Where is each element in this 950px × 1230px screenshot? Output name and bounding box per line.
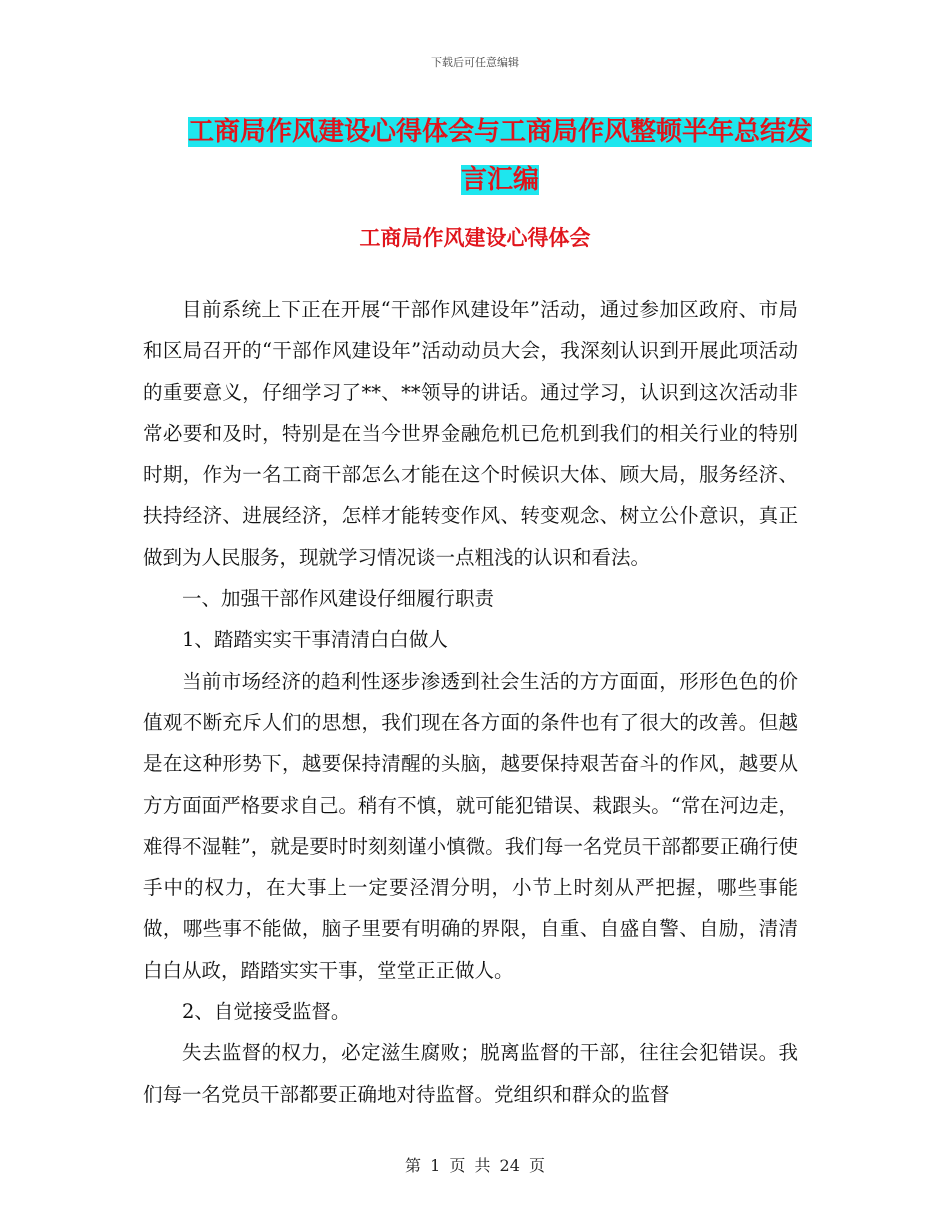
heading-part-one: 一、加强干部作风建设仔细履行职责 bbox=[182, 587, 495, 611]
document-title-text: 工商局作风建设心得体会与工商局作风整顿半年总结发言汇编 bbox=[187, 117, 812, 195]
paragraph-market-economy: 当前市场经济的趋利性逐步渗透到社会生活的方方面面，形形色色的价值观不断充斥人们的思想，我们现在各方面的条件也有了很大的改善。但越是在这种形势下，越要保持清醒的头脑，越要保持艰苦奋斗的作风，越要从方方面面严格要求自己。稍有不慎，就可能犯错误、栽跟头。“常在河边走，难得不湿鞋”，就是要时时刻刻谨小慎微。我们每一名党员干部都要正确行使手中的权力，在大事上一定要泾渭分明，小节上时刻从严把握，哪些事能做，哪些事不能做，脑子里要有明确的界限，自重、自盛自警、自励，清清白白从政，踏踏实实干事，堂堂正正做人。 bbox=[143, 669, 798, 982]
page-number-footer: 第 1 页 共 24 页 bbox=[405, 1156, 545, 1175]
subheading-1: 1、踏踏实实干事清清白白做人 bbox=[182, 628, 448, 652]
paragraph-supervision: 失去监督的权力，必定滋生腐败；脱离监督的干部，往往会犯错误。我们每一名党员干部都要正确地对待监督。党组织和群众的监督 bbox=[143, 1041, 798, 1106]
document-title bbox=[180, 108, 820, 204]
paragraph-intro: 目前系统上下正在开展“干部作风建设年”活动，通过参加区政府、市局和区局召开的“干部作风建设年”活动动员大会，我深刻认识到开展此项活动的重要意义，仔细学习了**、**领导的讲话。通过学习，认识到这次活动非常必要和及时，特别是在当今世界金融危机已危机到我们的相关行业的特别时期，作为一名工商干部怎么才能在这个时候识大体、顾大局，服务经济、扶持经济、进展经济，怎样才能转变作风、转变观念、树立公仆意识，真正做到为人民服务，现就学习情况谈一点粗浅的认识和看法。 bbox=[143, 298, 798, 569]
page-header-note: 下载后可任意编辑 bbox=[431, 56, 519, 69]
subheading-2: 2、自觉接受监督。 bbox=[182, 1000, 351, 1024]
document-body bbox=[143, 289, 798, 1115]
section-title: 工商局作风建设心得体会 bbox=[359, 225, 591, 250]
